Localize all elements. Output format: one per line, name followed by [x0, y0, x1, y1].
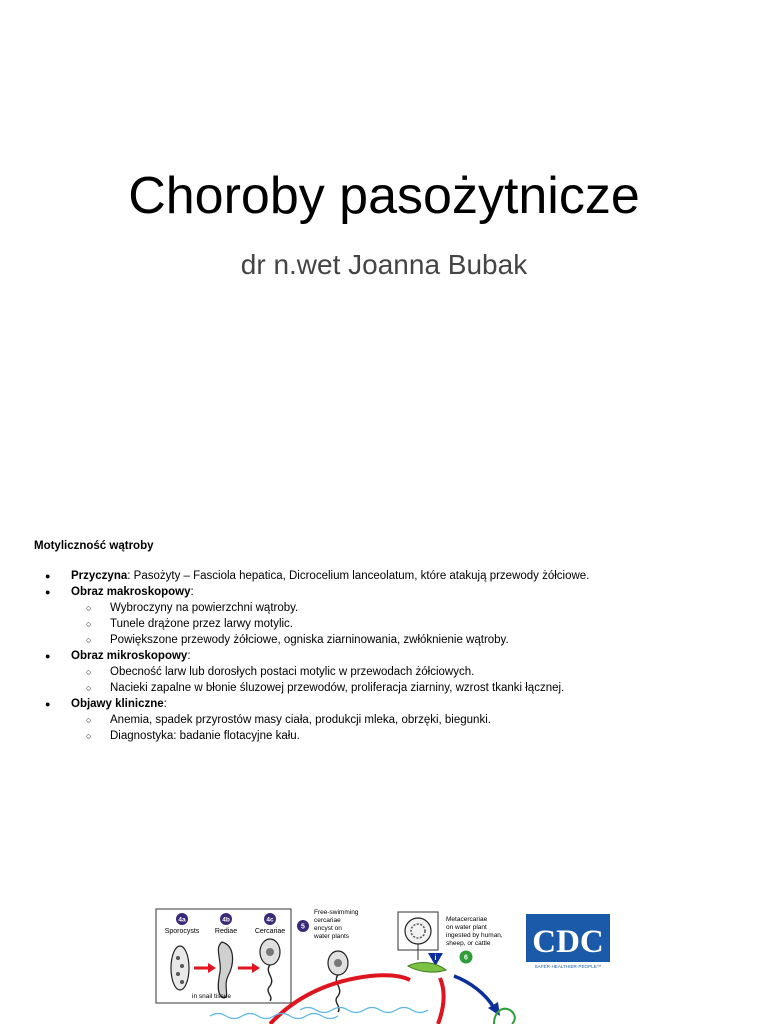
list-item — [34, 648, 734, 696]
bullet-list — [34, 568, 734, 744]
water-plant-drawing — [408, 963, 446, 973]
stage-5-label-line: Free-swimming — [314, 909, 359, 916]
cdc-logo — [526, 914, 610, 970]
stage-5-label-line: encyst on — [314, 925, 342, 932]
cdc-logo-text: CDC — [532, 924, 604, 960]
lifecycle-arrow-blue — [454, 976, 494, 1008]
stage-6-label-line: on water plant — [446, 924, 487, 931]
item-text: Pasożyty – Fasciola hepatica, Dicrocelium lanceolatum, które atakują przewody żółciowe. — [130, 570, 590, 582]
stage-5-number: 5 — [301, 923, 305, 931]
list-item — [34, 584, 734, 648]
stage-5-label-line: cercariae — [314, 917, 341, 924]
stage-6-label — [446, 916, 505, 947]
item-separator: : — [190, 586, 194, 598]
sporocyst-cell — [176, 956, 180, 960]
cdc-tagline: SAFER·HEALTHIER·PEOPLE™ — [534, 964, 602, 969]
sub-list-item: ○ Anemia, spadek przyrostów masy ciała, produkcji mleka, obrzęki, biegunki. — [71, 712, 734, 728]
water-wave — [300, 1008, 428, 1013]
sub-list — [71, 712, 734, 744]
sub-list-item: ○ Powiększone przewody żółciowe, ogniska ziarninowania, zwłóknienie wątroby. — [71, 632, 734, 648]
stage-6-number: 6 — [464, 954, 468, 962]
stage-6-label-line: ingested by human, — [446, 932, 503, 939]
sporocyst-cell — [180, 980, 184, 984]
stage-4b-number: 4b — [222, 916, 230, 924]
section-heading: Motyliczność wątroby — [34, 540, 154, 552]
rediae-label: Rediae — [214, 928, 238, 935]
sporocysts-label: Sporocysts — [164, 928, 200, 935]
item-label: Obraz makroskopowy — [71, 586, 191, 598]
item-separator: : — [127, 570, 131, 582]
sporocyst-cell — [180, 964, 184, 968]
list-item — [34, 568, 734, 584]
sporocyst-drawing — [171, 946, 189, 990]
stage-6-label-line: Metacercariae — [446, 916, 488, 923]
stage-4c-number: 4c — [266, 916, 274, 924]
list-item — [34, 696, 734, 744]
infective-stage-letter: i — [434, 955, 437, 962]
cercaria-sucker — [334, 959, 342, 967]
sub-list-item: ○ Diagnostyka: badanie flotacyjne kału. — [71, 728, 734, 744]
item-separator: : — [187, 650, 191, 662]
slide-subtitle: dr n.wet Joanna Bubak — [240, 249, 528, 280]
item-label: Objawy kliniczne — [71, 698, 164, 710]
sub-list — [71, 600, 734, 648]
metacercaria-drawing — [405, 918, 431, 944]
sub-list-item: ○ Obecność larw lub dorosłych postaci motylic w przewodach żółciowych. — [71, 664, 734, 680]
lifecycle-arrow-red-down — [438, 978, 444, 1024]
cercaria-sucker — [266, 948, 274, 956]
slide-title: Choroby pasożytnicze — [128, 167, 640, 225]
item-label: Obraz mikroskopowy — [71, 650, 188, 662]
sporocyst-cell — [176, 972, 180, 976]
stage-5-label-line: water plants — [314, 933, 350, 940]
item-label: Przyczyna — [71, 570, 128, 582]
stage-5-label — [313, 909, 360, 940]
stage-4a-number: 4a — [178, 916, 186, 924]
content-section — [34, 538, 734, 744]
stage-6-label-line: sheep, or cattle — [446, 940, 491, 947]
snail-tissue-caption: in snail tissue — [192, 993, 232, 1000]
sub-list-item: ○ Nacieki zapalne w błonie śluzowej przewodów, proliferacja ziarniny, wzrost tkanki łącznej. — [71, 680, 734, 696]
sub-list-item: ○ Tunele drążone przez larwy motylic. — [71, 616, 734, 632]
item-separator: : — [163, 698, 167, 710]
cercariae-label: Cercariae — [254, 928, 286, 935]
sub-list — [71, 664, 734, 696]
sub-list-item: ○ Wybroczyny na powierzchni wątroby. — [71, 600, 734, 616]
